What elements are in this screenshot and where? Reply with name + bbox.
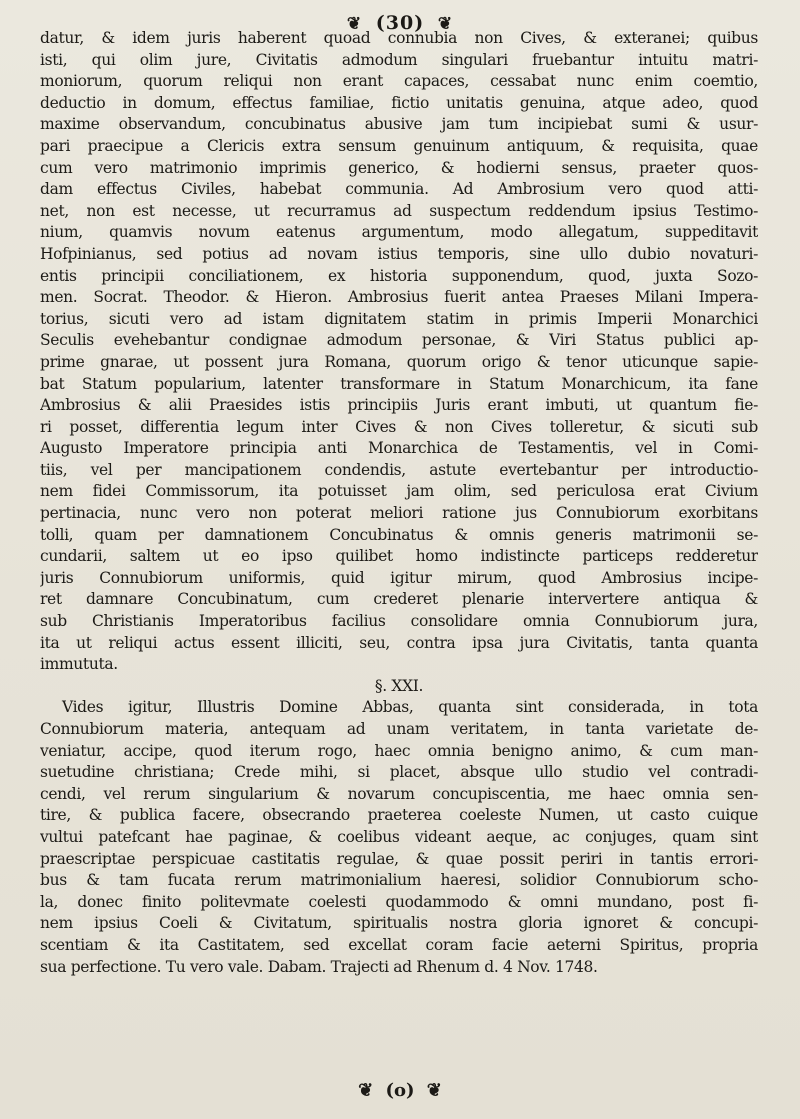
text-line: nem fidei Commissorum, ita potuisset jam olim, sed periculosa erat Civium xyxy=(40,482,758,501)
text-line: sua perfectione. Tu vero vale. Dabam. Trajecti ad Rhenum d. 4 Nov. 1748. xyxy=(40,957,598,976)
text-line: sub Christianis Imperatoribus facilius consolidare omnia Connubiorum jura, xyxy=(40,612,758,631)
text-line: suetudine christiana; Crede mihi, si placet, absque ullo studio vel contradi- xyxy=(40,763,758,782)
text-line: net, non est necesse, ut recurramus ad suspectum reddendum ipsius Testimo- xyxy=(40,201,758,220)
left-ornament-icon: ❦ xyxy=(346,14,363,34)
text-line: Augusto Imperatore principia anti Monarchica de Testamentis, vel in Comi- xyxy=(40,439,758,458)
footer-mark: (o) xyxy=(385,1080,415,1101)
text-line: pertinacia, nunc vero non poterat meliori ratione jus Connubiorum exorbitans xyxy=(40,504,758,523)
text-line: veniatur, accipe, quod iterum rogo, haec omnia benigno animo, & cum man- xyxy=(40,741,758,760)
text-line: Vides igitur, Illustris Domine Abbas, quanta sint considerada, in tota xyxy=(62,698,758,717)
text-line: ri posset, differentia legum inter Cives & non Cives tolleretur, & sicuti sub xyxy=(40,417,758,436)
page-footer xyxy=(0,1080,800,1101)
text-line: moniorum, quorum reliqui non erant capaces, cessabat nunc enim coemtio, xyxy=(40,72,758,91)
text-line: deductio in domum, effectus familiae, fictio unitatis genuina, atque adeo, quod xyxy=(40,93,758,112)
text-line: tolli, quam per damnationem Concubinatus & omnis generis matrimonii se- xyxy=(40,525,758,544)
text-line: Seculis evehebantur condignae admodum personae, & Viri Status publici ap- xyxy=(40,331,758,350)
text-line: maxime observandum, concubinatus abusive jam tum incipiebat sumi & usur- xyxy=(40,115,758,134)
text-line: Ambrosius & alii Praesides istis principiis Juris erant imbuti, ut quantum fie- xyxy=(40,396,758,415)
section-heading: §. XXI. xyxy=(374,676,424,695)
text-line: bat Statum popularium, latenter transformare in Statum Monarchicum, ita fane xyxy=(40,374,758,393)
body-text xyxy=(40,28,758,978)
text-line: cum vero matrimonio imprimis generico, & hodierni sensus, praeter quos- xyxy=(40,158,758,177)
left-ornament-icon: ❦ xyxy=(358,1080,374,1101)
text-line: datur, & idem juris haberent quoad connubia non Cives, & exteranei; quibus xyxy=(40,29,758,47)
text-line: isti, qui olim jure, Civitatis admodum singulari fruebantur intuitu matri- xyxy=(40,50,758,69)
text-line: men. Socrat. Theodor. & Hieron. Ambrosius fuerit antea Praeses Milani Impera- xyxy=(40,288,758,307)
text-line: cendi, vel rerum singularium & novarum concupiscentia, me haec omnia sen- xyxy=(40,784,758,803)
text-line: nem ipsius Coeli & Civitatum, spiritualis nostra gloria ignoret & concupi- xyxy=(40,914,758,933)
text-line: Hofpinianus, sed potius ad novam istius temporis, sine ullo dubio novaturi- xyxy=(40,244,758,263)
right-ornament-icon: ❦ xyxy=(437,14,454,34)
text-line: scentiam & ita Castitatem, sed excellat coram facie aeterni Spiritus, propria xyxy=(40,935,758,954)
text-line: torius, sicuti vero ad istam dignitatem statim in primis Imperii Monarchici xyxy=(40,309,758,328)
text-line: Connubiorum materia, antequam ad unam veritatem, in tanta varietate de- xyxy=(40,720,758,738)
text-line: entis principii conciliationem, ex historia supponendum, quod, juxta Sozo- xyxy=(40,266,758,285)
text-line: prime gnarae, ut possent jura Romana, quorum origo & tenor uticunque sapie- xyxy=(40,352,758,371)
right-ornament-icon: ❦ xyxy=(426,1080,442,1101)
text-line: vultui patefcant hae paginae, & coelibus videant aeque, ac conjuges, quam sint xyxy=(40,827,758,846)
text-line: tiis, vel per mancipationem condendis, astute evertebantur per introductio- xyxy=(40,460,758,479)
text-line: cundarii, saltem ut eo ipso quilibet homo indistincte particeps redderetur xyxy=(40,547,758,566)
text-line: praescriptae perspicuae castitatis regulae, & quae possit periri in tantis errori- xyxy=(40,849,758,868)
text-line: ita ut reliqui actus essent illiciti, seu, contra ipsa jura Civitatis, tanta quanta xyxy=(40,633,758,652)
page-number: (30) xyxy=(375,12,425,34)
text-line: tire, & publica facere, obsecrando praeterea coeleste Numen, ut casto cuique xyxy=(40,806,758,825)
text-line: pari praecipue a Clericis extra sensum genuinum antiquum, & requisita, quae xyxy=(40,136,758,155)
text-line: juris Connubiorum uniformis, quid igitur mirum, quod Ambrosius incipe- xyxy=(40,568,758,587)
text-line: immututa. xyxy=(40,655,118,674)
text-line: nium, quamvis novum eatenus argumentum, modo allegatum, suppeditavit xyxy=(40,223,758,242)
text-line: dam effectus Civiles, habebat communia. Ad Ambrosium vero quod atti- xyxy=(40,180,758,199)
text-line: ret damnare Concubinatum, cum crederet plenarie intervertere antiqua & xyxy=(40,590,758,609)
text-line: la, donec finito politevmate coelesti quodammodo & omni mundano, post fi- xyxy=(40,892,758,911)
text-line: bus & tam fucata rerum matrimonialium haeresi, solidior Connubiorum scho- xyxy=(40,871,758,890)
